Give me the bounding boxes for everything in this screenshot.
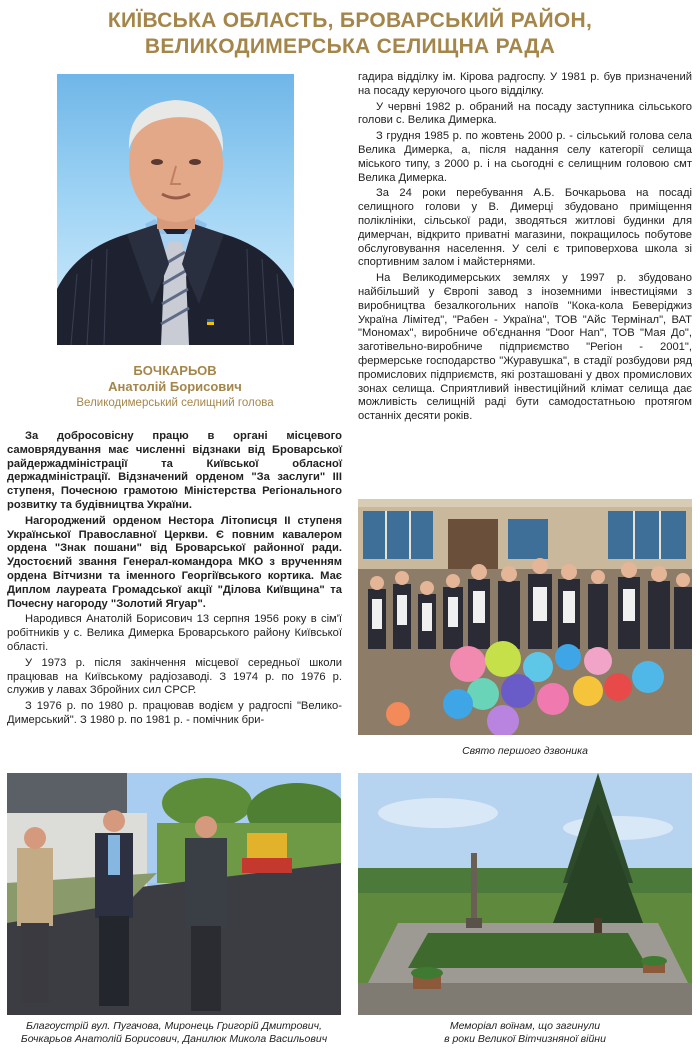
biography-paragraph-1973: У 1973 р. після закінчення місцевої середньої школи працював на Київському радіозаводі. З 1974 р. по 1976 р. служив у лавах Збройних сил СРСР. [7, 656, 342, 697]
biography-paragraph-1982: У червні 1982 р. обраний на посаду заступника сільського голови с. Велика Димерка. [358, 100, 692, 127]
memorial-caption-line-1: Меморіал воїнам, що загинули [449, 1020, 601, 1032]
awards-paragraph-1: За добросовісну працю в органі місцевого самоврядування має численні відзнаки від Броварської райдержадміністрації та Київської обласної держадміністрації. Відзначений орденом "За заслуги" III ступеня, Почесною грамотою Міністерства Регіонального розвитку та будівництва України. [7, 430, 342, 511]
school-celebration-photo [358, 499, 692, 735]
road-illustration [7, 773, 341, 1015]
biography-paragraph-1985: З грудня 1985 р. по жовтень 2000 р. - сільський голова села Велика Димерка, а, після надання селу категорії селища міського типу, з 2000 р. і на сьогодні є селищним головою смт Велика Димерка. [358, 130, 692, 184]
memorial-photo [358, 773, 692, 1015]
name-block [40, 363, 310, 412]
header-line-2: ВЕЛИКОДИМЕРСЬКА СЕЛИЩНА РАДА [144, 35, 556, 58]
road-caption-line-2: Бочкарьов Анатолій Борисович, Данилюк Микола Васильович [20, 1033, 328, 1045]
right-text-column [358, 71, 692, 424]
road-improvement-photo [7, 773, 341, 1015]
header-line-1: КИЇВСЬКА ОБЛАСТЬ, БРОВАРСЬКИЙ РАЙОН, [107, 9, 593, 32]
memorial-photo-caption [358, 1020, 692, 1046]
person-surname: БОЧКАРЬОВ [133, 363, 217, 378]
awards-paragraph-2: Нагороджений орденом Нестора Літописця II ступеня Української Православної Церкви. Є повним кавалером ордена "Знак пошани" від Броварської районної ради. Удостоєний звання Генерал-командора МКО з врученням ордена Вітчизни та іменного Георгіївського кортика. Має Диплом лауреата Громадської акції "Ділова Київщина" та Почесну нагороду "Золотий Ягуар". [7, 514, 342, 610]
road-caption-line-1: Благоустрій вул. Пугачова, Миронець Григорій Дмитрович, [26, 1020, 322, 1032]
person-given-names: Анатолій Борисович [108, 379, 242, 394]
road-photo-caption [7, 1020, 341, 1046]
biography-paragraph-1976: З 1976 р. по 1980 р. працював водієм у радгоспі "Велико-Димерський". З 1980 р. по 1981 р. - помічник бри- [7, 700, 342, 726]
school-illustration [358, 499, 692, 735]
biography-paragraph-1981: гадира відділку ім. Кірова радгоспу. У 1981 р. був призначений на посаду керуючого цього відділку. [358, 71, 692, 97]
left-text-column [7, 430, 342, 728]
portrait-photo [57, 74, 294, 345]
person-position: Великодимерський селищний голова [76, 397, 274, 409]
portrait-illustration [57, 74, 294, 345]
school-photo-caption: Свято першого дзвоника [462, 745, 588, 757]
investments-paragraph: На Великодимерських землях у 1997 р. збудовано найбільший у Європі завод з іноземними інвестиціями з виробництва безалкогольних напоїв "Кока-кола Беверіджиз Україна Лімітед", "Рабен - Україна", ТОВ "Айс Термінал", ВАТ "Мономах", виробниче об'єднання "Door Han", ТОВ "Мая До", заготівельно-виробниче підприємство "Регіон - 2001", фермерське господарство "Журавушка", в стадії розбудови ряд промислових підприємств, які розташовані у двох промислових зонах селища. Сприятливий інвестиційний клімат селища дає можливість селищній раді бути самодостатньою протягом останніх десяти років. [358, 272, 692, 423]
memorial-caption-line-2: в роки Великої Вітчизняної війни [444, 1033, 606, 1045]
memorial-illustration [358, 773, 692, 1015]
page-header [0, 8, 700, 60]
biography-paragraph-birth: Народився Анатолій Борисович 13 серпня 1956 року в сім'ї робітників у с. Велика Димерка Броварського району Київської області. [7, 613, 342, 653]
achievements-paragraph: За 24 роки перебування А.Б. Бочкарьова на посаді селищного голови у В. Димерці збудовано приміщення поліклініки, сільської ради, зводяться житлові будинки для димерчан, відкрито приватні магазини, покращилось побутове обслуговування населення. У селі є триповерхова школа зі спортивним залом і майстернями. [358, 187, 692, 269]
